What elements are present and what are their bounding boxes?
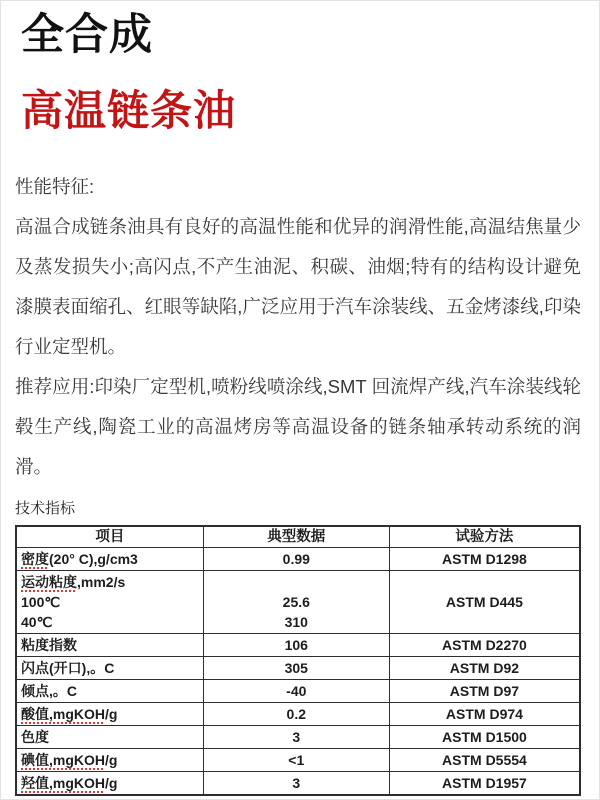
applications-paragraph: 推荐应用:印染厂定型机,喷粉线喷涂线,SMT 回流焊产线,汽车涂装线轮毂生产线,陶瓷工业的高温烤房等高温设备的链条轴承转动系统的润滑。 — [15, 376, 581, 477]
table-row — [16, 703, 580, 726]
method-cell: ASTM D92 — [389, 657, 580, 680]
product-title: 全合成 — [21, 11, 153, 59]
item-cell: 碘值,mgKOH/g — [16, 749, 203, 772]
table-header-cell: 典型数据 — [203, 526, 389, 548]
spellcheck-underline: 运动粘度 — [21, 574, 77, 590]
item-cell: 密度(20° C),g/cm3 — [16, 548, 203, 571]
item-cell: 色度 — [16, 726, 203, 749]
body-text — [15, 167, 581, 487]
features-heading: 性能特征: — [15, 176, 95, 197]
value-cell: <1 — [203, 749, 389, 772]
spec-table — [15, 525, 581, 796]
table-row — [16, 634, 580, 657]
value-cell: 0.99 — [203, 548, 389, 571]
method-cell: ASTM D2270 — [389, 634, 580, 657]
value-cell: -40 — [203, 680, 389, 703]
item-cell: 闪点(开口),。C — [16, 657, 203, 680]
value-cell: 25.6 310 — [203, 571, 389, 634]
method-cell: ASTM D974 — [389, 703, 580, 726]
value-cell: 3 — [203, 726, 389, 749]
value-cell: 0.2 — [203, 703, 389, 726]
method-cell: ASTM D5554 — [389, 749, 580, 772]
table-row — [16, 680, 580, 703]
spellcheck-underline: 酸值,mgKOH — [21, 706, 105, 722]
spec-table-body — [16, 548, 580, 796]
value-cell: 3 — [203, 772, 389, 796]
table-row — [16, 571, 580, 634]
value-cell: 305 — [203, 657, 389, 680]
table-row — [16, 657, 580, 680]
method-cell: ASTM D445 — [389, 571, 580, 634]
spellcheck-underline: 密度 — [21, 551, 49, 567]
item-cell: 倾点,。C — [16, 680, 203, 703]
table-row — [16, 548, 580, 571]
table-row — [16, 726, 580, 749]
table-header-cell: 试验方法 — [389, 526, 580, 548]
spellcheck-underline: 碘值,mgKOH — [21, 752, 105, 768]
features-paragraph: 高温合成链条油具有良好的高温性能和优异的润滑性能,高温结焦量少及蒸发损失小;高闪点,不产生油泥、积碳、油烟;特有的结构设计避免漆膜表面缩孔、红眼等缺陷,广泛应用于汽车涂装线、五金烤漆线,印染行业定型机。 — [15, 216, 581, 357]
item-cell: 运动粘度,mm2/s 100℃ 40℃ — [16, 571, 203, 634]
table-header-row — [16, 526, 580, 548]
value-cell: 106 — [203, 634, 389, 657]
method-cell: ASTM D1957 — [389, 772, 580, 796]
item-cell: 酸值,mgKOH/g — [16, 703, 203, 726]
item-cell: 羟值,mgKOH/g — [16, 772, 203, 796]
spec-table-head — [16, 526, 580, 548]
spellcheck-underline: 羟值,mgKOH — [21, 775, 105, 791]
table-header-cell: 项目 — [16, 526, 203, 548]
item-cell: 粘度指数 — [16, 634, 203, 657]
spec-table-caption: 技术指标 — [15, 500, 76, 517]
table-row — [16, 749, 580, 772]
table-row — [16, 772, 580, 796]
method-cell: ASTM D1500 — [389, 726, 580, 749]
method-cell: ASTM D97 — [389, 680, 580, 703]
method-cell: ASTM D1298 — [389, 548, 580, 571]
product-subtitle: 高温链条油 — [21, 87, 237, 134]
